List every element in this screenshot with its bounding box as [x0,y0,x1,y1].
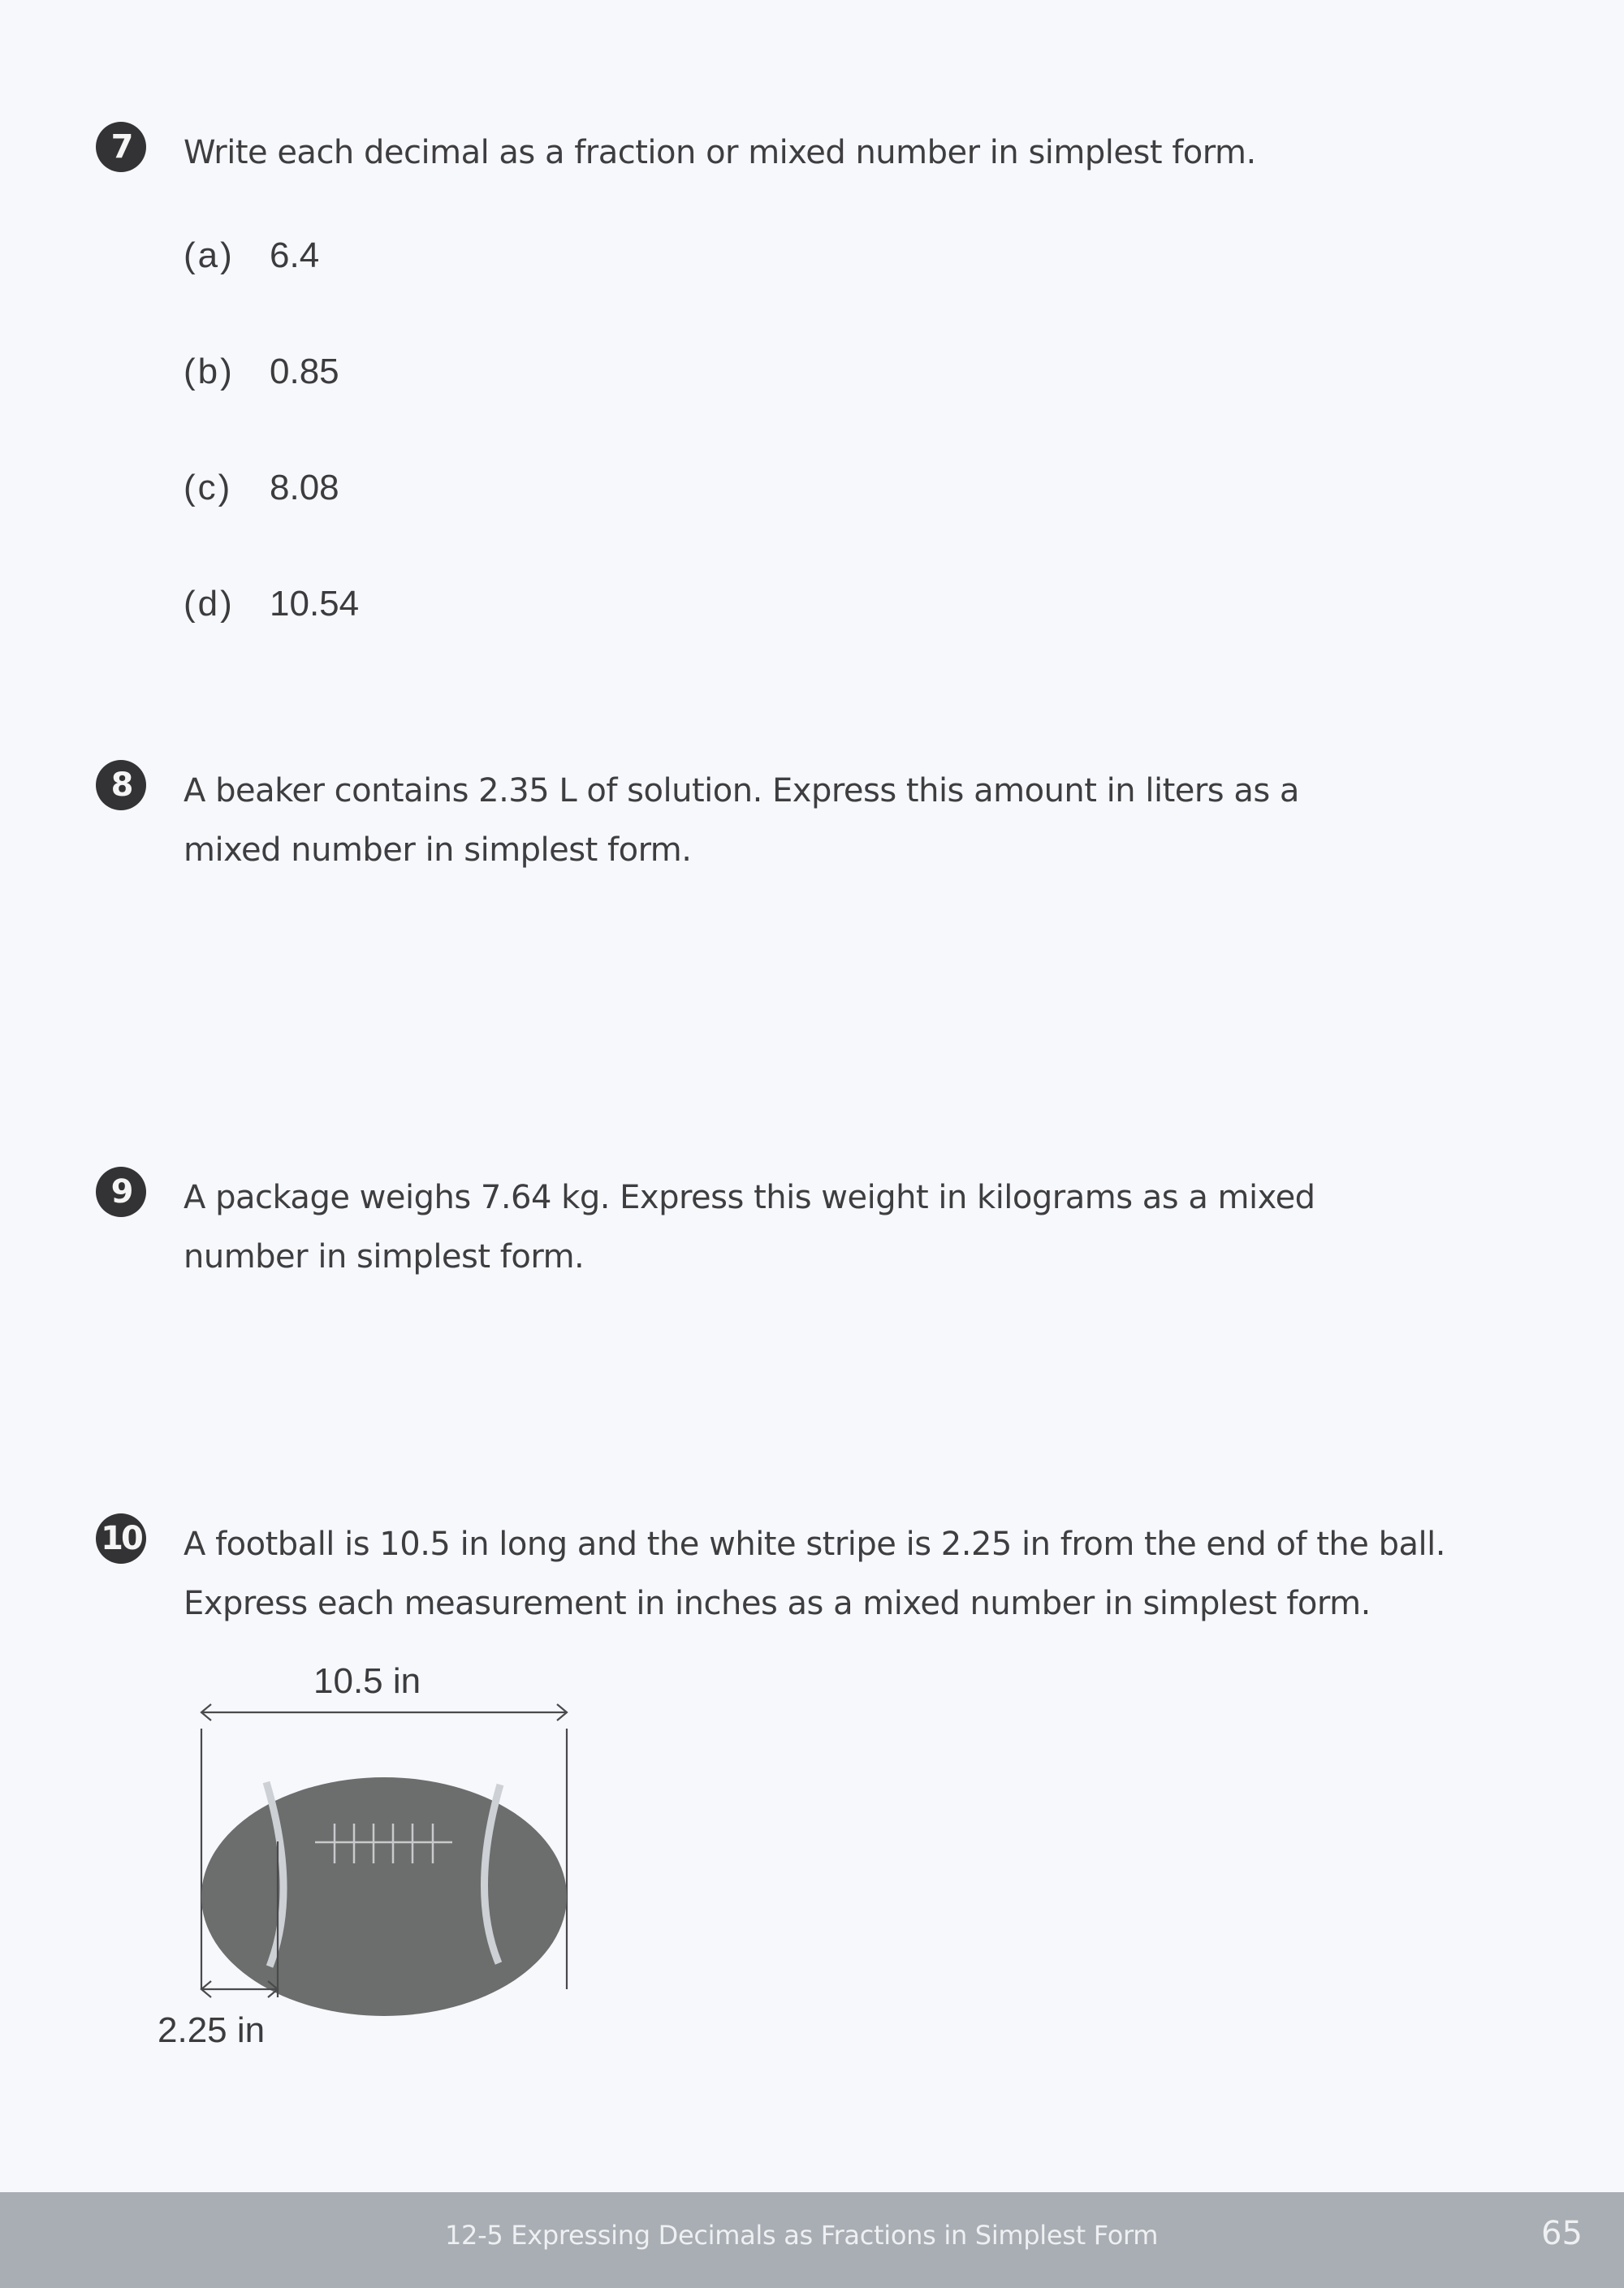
part-label: (a) [184,235,235,275]
part-label: (d) [184,584,235,624]
part-label: (c) [184,468,233,507]
question-number-badge: 10 [96,1513,146,1564]
question-text [184,1168,1624,1287]
part-value: 10.54 [270,584,360,624]
question-line: A package weighs 7.64 kg. Express this weight in kilograms as a mixed [184,1179,1315,1216]
question-line: number in simplest form. [184,1238,585,1276]
football-icon [201,1777,567,2016]
stripe-label: 2.25 in [158,2010,266,2050]
part-value: 6.4 [270,235,320,275]
question-text [184,1515,1624,1634]
part-label: (b) [184,352,235,391]
question-line: A football is 10.5 in long and the white stripe is 2.25 in from the end of the ball. [184,1526,1445,1563]
question-text: Write each decimal as a fraction or mixed number in simplest form. [184,134,1256,171]
part-b [184,352,339,392]
question-line: A beaker contains 2.35 L of solution. Express this amount in liters as a [184,772,1299,809]
question-number-badge: 8 [96,760,146,810]
part-d [184,584,359,624]
question-line: Express each measurement in inches as a mixed number in simplest form. [184,1585,1371,1622]
part-a [184,235,319,276]
football-figure [158,1656,601,2079]
length-label: 10.5 in [313,1661,421,1701]
question-number-badge: 9 [96,1167,146,1217]
part-c [184,468,339,508]
section-title: 12-5 Expressing Decimals as Fractions in Simplest Form [445,2220,1159,2251]
question-number-badge: 7 [96,122,146,172]
part-value: 0.85 [270,352,339,391]
question-line: mixed number in simplest form. [184,831,692,869]
question-text [184,762,1624,880]
page-number: 65 [1541,2215,1583,2252]
page-footer [0,2192,1624,2288]
part-value: 8.08 [270,468,339,507]
